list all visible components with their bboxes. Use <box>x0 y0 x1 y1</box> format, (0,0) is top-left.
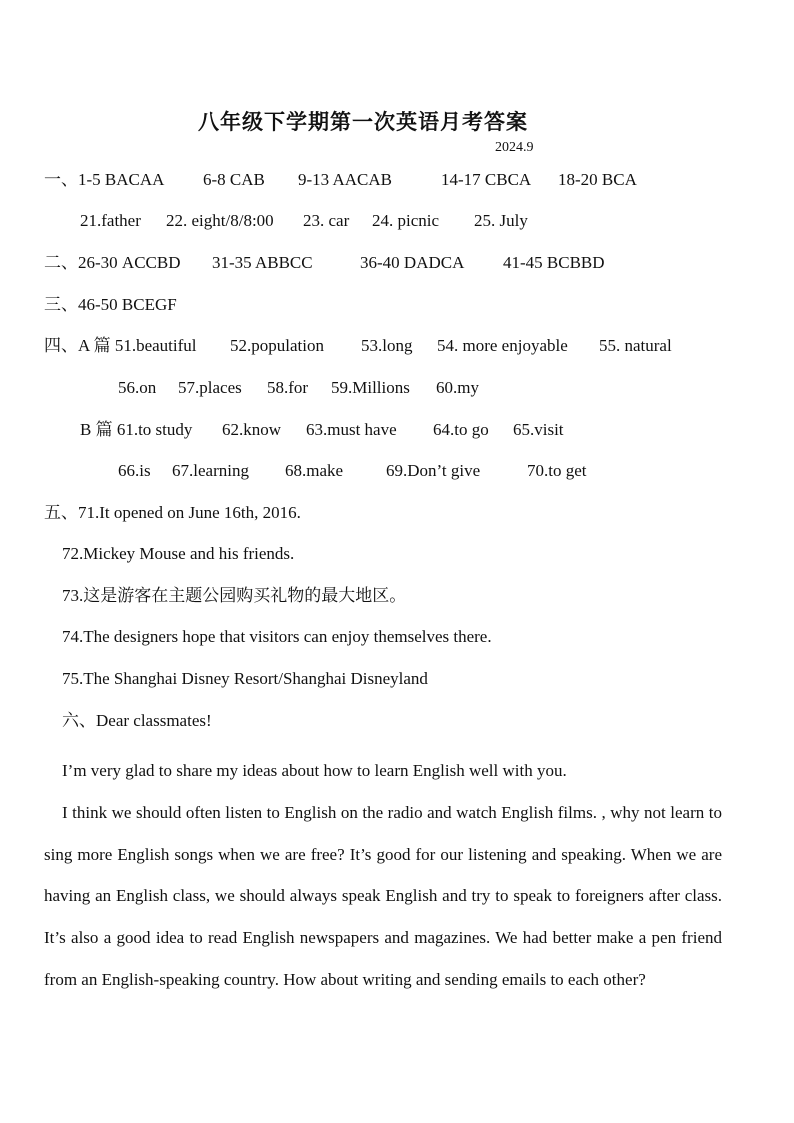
answer-group: 36-40 DADCA <box>360 253 465 272</box>
answer-item: 55. natural <box>599 336 672 355</box>
answer-item: 67.learning <box>172 461 249 480</box>
answer-item: 25. July <box>474 211 528 230</box>
answer-group: 9-13 AACAB <box>298 170 392 189</box>
answer-group: 18-20 BCA <box>558 170 637 189</box>
answer-item: B 篇 61.to study <box>80 420 193 439</box>
answer-item: 59.Millions <box>331 378 410 397</box>
answer-item: 57.places <box>178 378 242 397</box>
answer-item: 68.make <box>285 461 344 480</box>
answer-item: 21.father <box>80 211 141 230</box>
answer-item: 63.must have <box>306 420 397 439</box>
date-label: 2024.9 <box>495 140 534 155</box>
answer-group: 一、1-5 BACAA <box>44 170 165 189</box>
answer-item: 四、A 篇 51.beautiful <box>44 336 197 355</box>
answer-item: 53.long <box>361 336 413 355</box>
answer-item: 52.population <box>230 336 324 355</box>
answer-group: 31-35 ABBCC <box>212 253 313 272</box>
answer-item: 60.my <box>436 378 479 397</box>
answer-item: 62.know <box>222 420 282 439</box>
answer-group: 41-45 BCBBD <box>503 253 605 272</box>
answer-item: 70.to get <box>527 461 587 480</box>
essay-paragraph-2: I think we should often listen to English on the radio and watch English films. , why not learn to sing more English songs when we are free? It’s good for our listening and speaking. When we are having an English class, we should always speak English and try to speak to foreigners after class. It’s also a good idea to read English newspapers and magazines. We had better make a pen friend from an English-speaking country. How about writing and sending emails to each other? <box>44 802 722 989</box>
essay-greeting: 六、Dear classmates! <box>62 711 212 730</box>
answer-72: 72.Mickey Mouse and his friends. <box>62 544 295 563</box>
answer-group: 14-17 CBCA <box>441 170 532 189</box>
answer-71: 五、71.It opened on June 16th, 2016. <box>44 503 301 522</box>
answer-75: 75.The Shanghai Disney Resort/Shanghai Disneyland <box>62 669 428 688</box>
answer-74: 74.The designers hope that visitors can enjoy themselves there. <box>62 627 492 646</box>
answer-group: 6-8 CAB <box>203 170 265 189</box>
answer-group: 二、26-30 ACCBD <box>44 253 181 272</box>
page-title: 八年级下学期第一次英语月考答案 <box>198 110 528 134</box>
answer-item: 64.to go <box>433 420 489 439</box>
section-1-row-1 <box>44 168 164 192</box>
answer-group: 三、46-50 BCEGF <box>44 295 177 314</box>
answer-item: 54. more enjoyable <box>437 336 568 355</box>
essay-body <box>44 750 722 1001</box>
answer-item: 22. eight/8/8:00 <box>166 211 274 230</box>
answer-73: 73.这是游客在主题公园购买礼物的最大地区。 <box>62 586 407 605</box>
answer-item: 58.for <box>267 378 309 397</box>
answer-item: 23. car <box>303 211 350 230</box>
answer-item: 24. picnic <box>372 211 440 230</box>
answer-item: 56.on <box>118 378 157 397</box>
answer-item: 69.Don’t give <box>386 461 481 480</box>
essay-paragraph-1: I’m very glad to share my ideas about how to learn English well with you. <box>62 761 567 780</box>
answer-item: 66.is <box>118 461 151 480</box>
answer-item: 65.visit <box>513 420 564 439</box>
